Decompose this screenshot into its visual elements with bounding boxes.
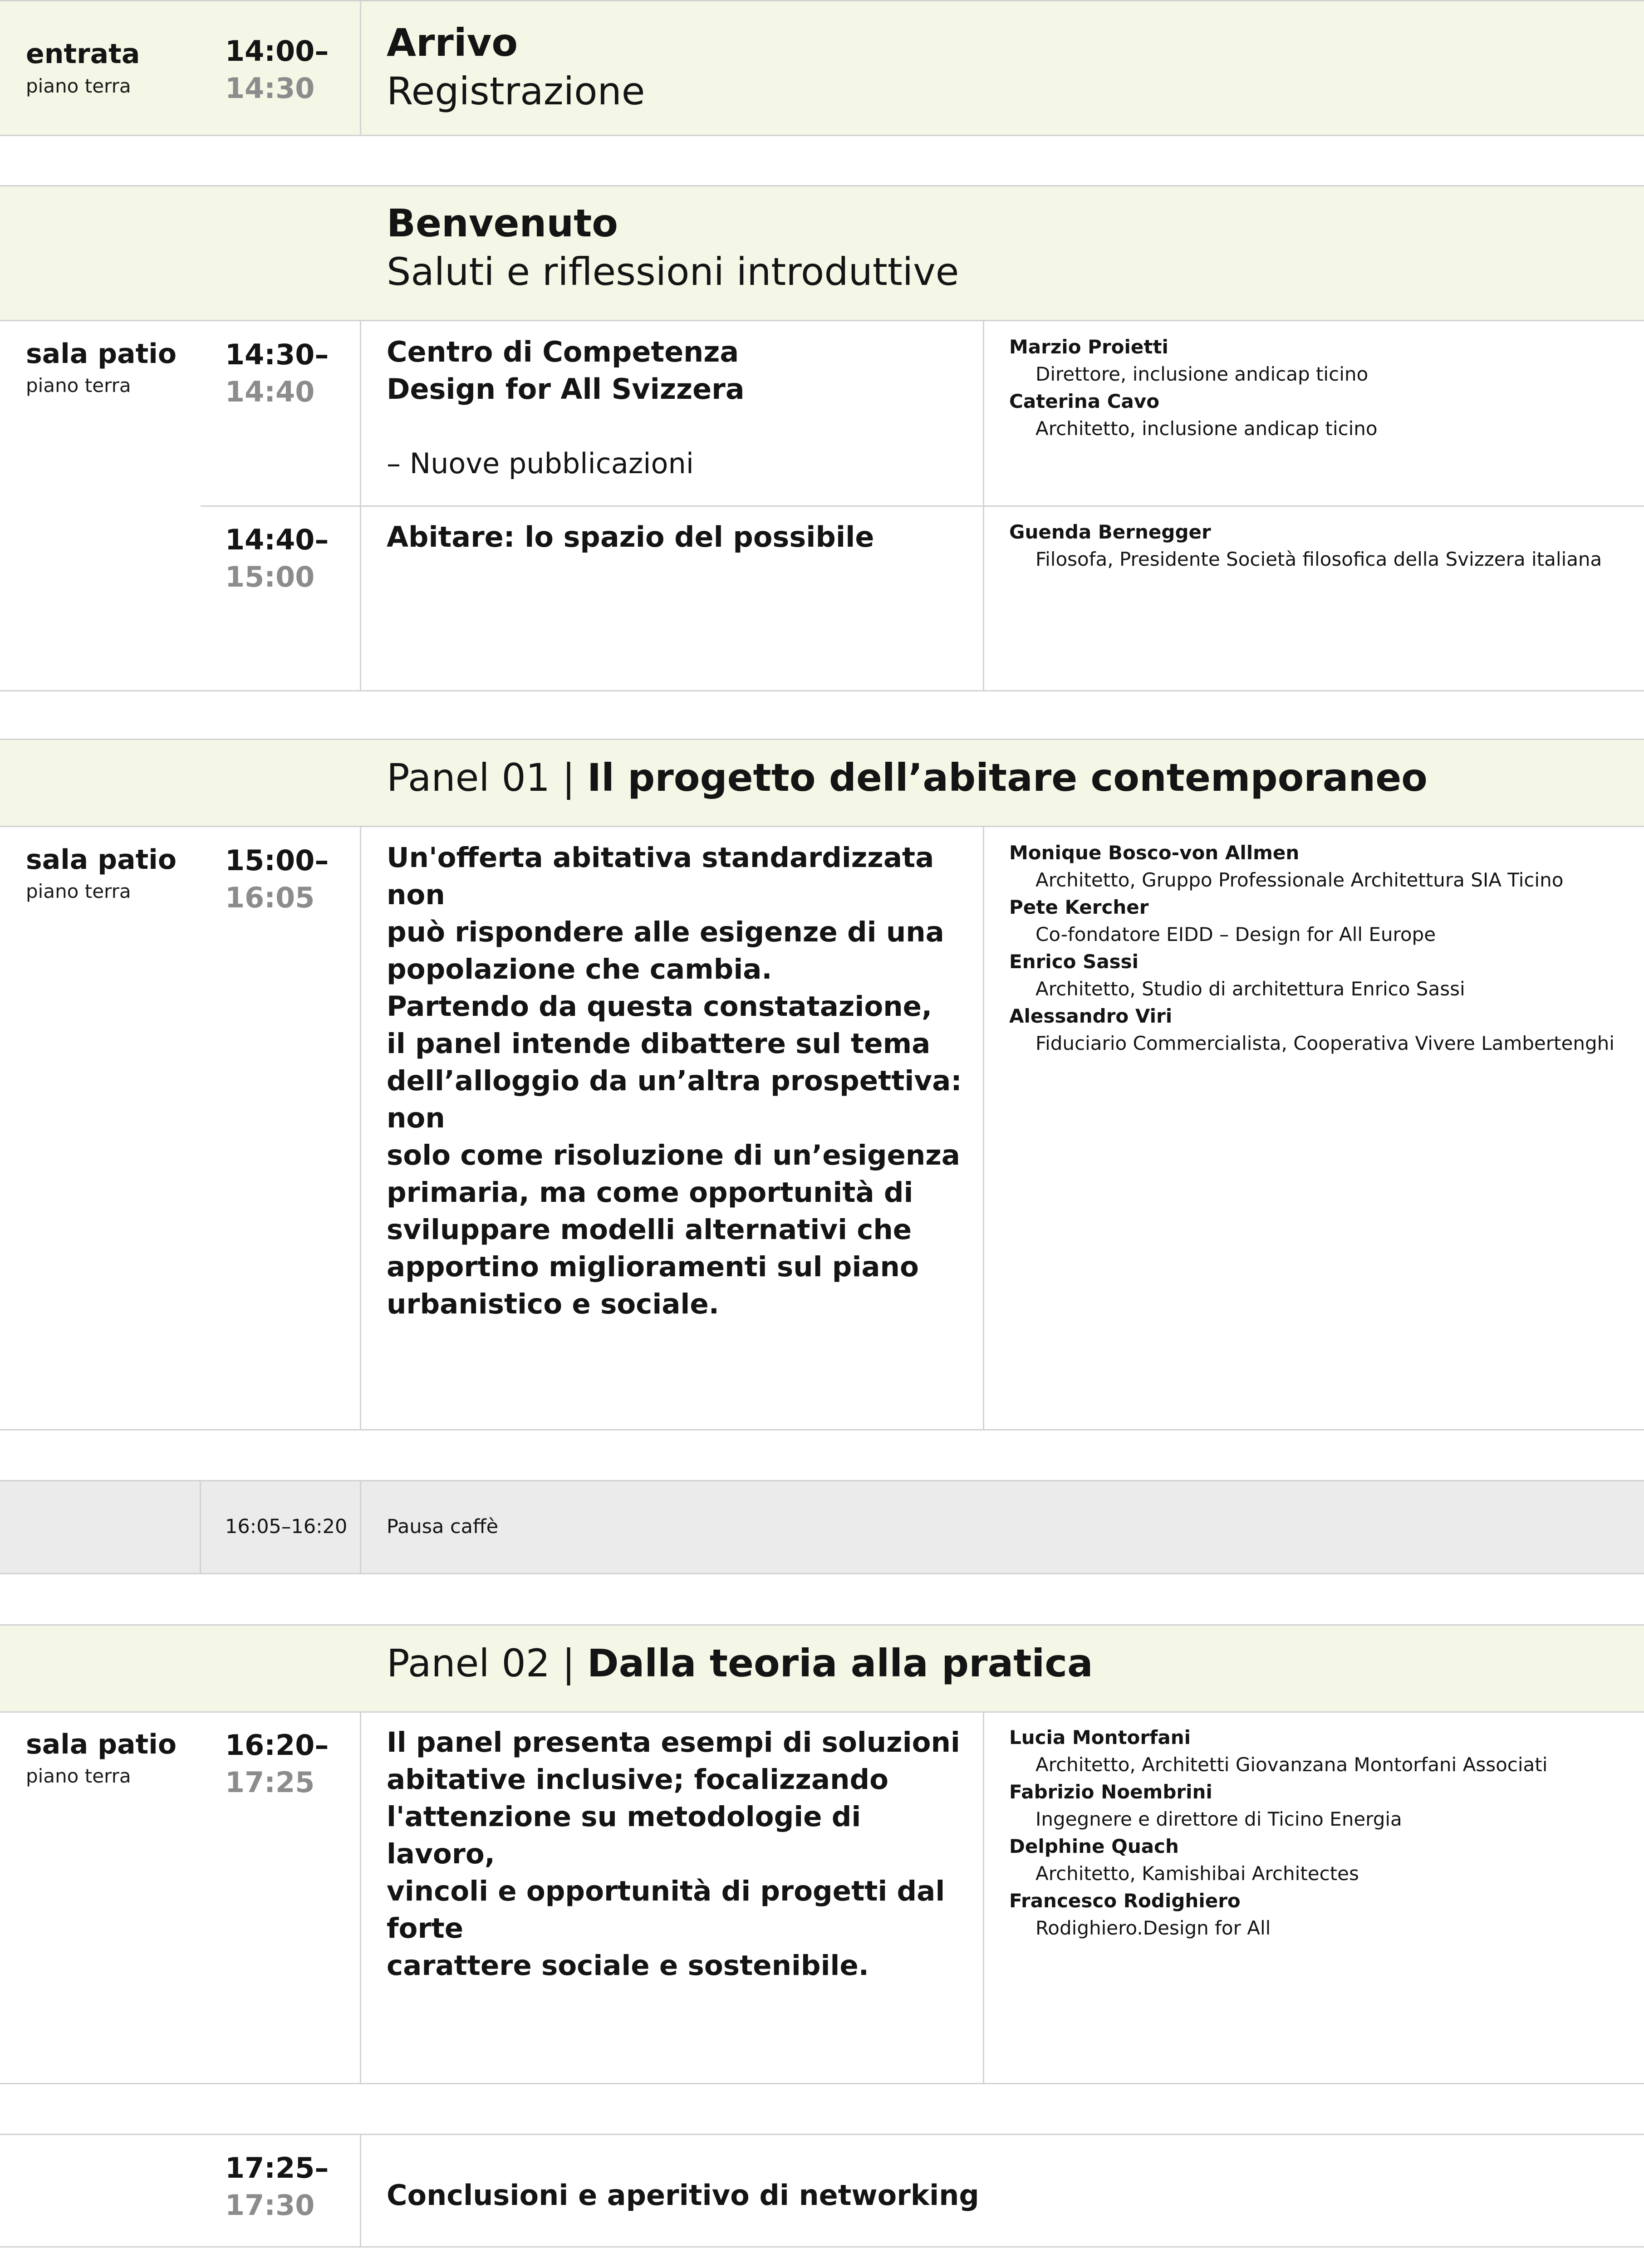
panel1-time-start: 15:00– (225, 844, 329, 877)
speaker-role: Rodighiero.Design for All (1035, 1917, 1271, 1939)
panel1-location: sala patio (26, 844, 177, 876)
description-line: apportino miglioramenti sul piano (387, 1251, 919, 1283)
column-divider (360, 1480, 361, 1574)
row-divider (0, 2083, 1644, 2084)
closing-time-start: 17:25– (225, 2151, 329, 2185)
speaker-role: Architetto, inclusione andicap ticino (1035, 417, 1378, 440)
speaker-name: Monique Bosco-von Allmen (1009, 842, 1300, 864)
session1-subtitle: – Nuove pubblicazioni (387, 447, 694, 480)
session2-title: Abitare: lo spazio del possibile (387, 520, 874, 554)
panel2-time-start: 16:20– (225, 1729, 329, 1762)
column-divider (360, 1713, 361, 2084)
welcome-subtitle: Saluti e riflessioni introduttive (387, 250, 959, 294)
speaker-role: Ingegnere e direttore di Ticino Energia (1035, 1808, 1402, 1830)
column-divider (360, 0, 361, 136)
description-line: dell’alloggio da un’altra prospettiva: non (387, 1065, 962, 1134)
speaker-name: Guenda Bernegger (1009, 521, 1211, 543)
panel1-floor: piano terra (26, 880, 131, 902)
description-line: può rispondere alle esigenze di una (387, 916, 944, 948)
arrival-title: Arrivo (387, 20, 518, 65)
arrival-row (0, 0, 1644, 136)
description-line: Il panel presenta esempi di soluzioni (387, 1726, 960, 1759)
session1-title-line2: Design for All Svizzera (387, 372, 745, 406)
speaker-name: Marzio Proietti (1009, 336, 1168, 358)
speaker-role: Architetto, Kamishibai Architectes (1035, 1862, 1359, 1885)
row-divider (0, 1429, 1644, 1430)
panel2-description (387, 1724, 977, 1984)
speaker-role: Filosofa, Presidente Società filosofica della Svizzera italiana (1035, 548, 1602, 570)
column-divider (200, 1480, 201, 1574)
speaker-name: Lucia Montorfani (1009, 1726, 1191, 1749)
panel2-heading (387, 1641, 1093, 1685)
arrival-subtitle: Registrazione (387, 69, 645, 113)
panel2-title: Dalla teoria alla pratica (587, 1641, 1093, 1685)
panel1-title: Il progetto dell’abitare contemporaneo (587, 755, 1428, 800)
row-divider (0, 2134, 1644, 2135)
panel2-location: sala patio (26, 1729, 177, 1760)
description-line: popolazione che cambia. (387, 953, 772, 985)
speaker-name: Caterina Cavo (1009, 390, 1160, 412)
column-divider (983, 827, 984, 1430)
description-line: abitative inclusive; focalizzando (387, 1763, 889, 1796)
speaker-name: Pete Kercher (1009, 896, 1149, 918)
arrival-location: entrata (26, 38, 140, 70)
panel2-label: Panel 02 | (387, 1641, 575, 1685)
panel1-time-end: 16:05 (225, 881, 315, 914)
speaker-role: Co-fondatore EIDD – Design for All Europe (1035, 923, 1436, 945)
session1-time-end: 14:40 (225, 375, 315, 408)
description-line: l'attenzione su metodologie di lavoro, (387, 1801, 861, 1870)
coffee-break-label: Pausa caffè (387, 1515, 499, 1538)
speaker-role: Architetto, Gruppo Professionale Architettura SIA Ticino (1035, 869, 1564, 891)
description-line: solo come risoluzione di un’esigenza (387, 1139, 960, 1171)
speaker-role: Architetto, Studio di architettura Enrico Sassi (1035, 978, 1465, 1000)
speaker-role: Architetto, Architetti Giovanzana Montorfani Associati (1035, 1754, 1548, 1776)
description-line: Un'offerta abitativa standardizzata non (387, 842, 934, 911)
row-divider (0, 690, 1644, 691)
coffee-break-time: 16:05–16:20 (225, 1515, 348, 1538)
session1-location: sala patio (26, 338, 177, 370)
speaker-name: Delphine Quach (1009, 1835, 1179, 1857)
column-divider (983, 1713, 984, 2084)
description-line: il panel intende dibattere sul tema (387, 1028, 931, 1060)
description-line: primaria, ma come opportunità di (387, 1176, 913, 1209)
description-line: carattere sociale e sostenibile. (387, 1950, 869, 1982)
closing-time-end: 17:30 (225, 2189, 315, 2222)
speaker-name: Fabrizio Noembrini (1009, 1781, 1212, 1803)
welcome-title: Benvenuto (387, 201, 618, 245)
session1-floor: piano terra (26, 374, 131, 397)
row-divider (201, 505, 1644, 507)
speaker-role: Fiduciario Commercialista, Cooperativa Vivere Lambertenghi (1035, 1032, 1615, 1054)
description-line: vincoli e opportunità di progetti dal forte (387, 1875, 945, 1945)
description-line: urbanistico e sociale. (387, 1288, 719, 1320)
speaker-role: Direttore, inclusione andicap ticino (1035, 363, 1369, 385)
speaker-name: Alessandro Viri (1009, 1005, 1173, 1027)
column-divider (360, 2134, 361, 2247)
arrival-time-start: 14:00– (225, 34, 329, 68)
session2-time-end: 15:00 (225, 560, 315, 593)
session1-title-line1: Centro di Competenza (387, 335, 739, 368)
description-line: sviluppare modelli alternativi che (387, 1214, 912, 1246)
session1-time-start: 14:30– (225, 338, 329, 371)
speaker-name: Enrico Sassi (1009, 950, 1139, 973)
speaker-name: Francesco Rodighiero (1009, 1890, 1241, 1912)
panel2-time-end: 17:25 (225, 1766, 315, 1799)
closing-title: Conclusioni e aperitivo di networking (387, 2179, 979, 2212)
panel1-heading (387, 755, 1428, 800)
panel1-description (387, 839, 977, 1323)
session2-time-start: 14:40– (225, 523, 329, 556)
row-divider (0, 2246, 1644, 2248)
panel1-label: Panel 01 | (387, 755, 575, 800)
arrival-floor: piano terra (26, 75, 131, 97)
description-line: Partendo da questa constatazione, (387, 990, 932, 1023)
panel2-floor: piano terra (26, 1765, 131, 1787)
arrival-time-end: 14:30 (225, 72, 315, 105)
column-divider (360, 827, 361, 1430)
